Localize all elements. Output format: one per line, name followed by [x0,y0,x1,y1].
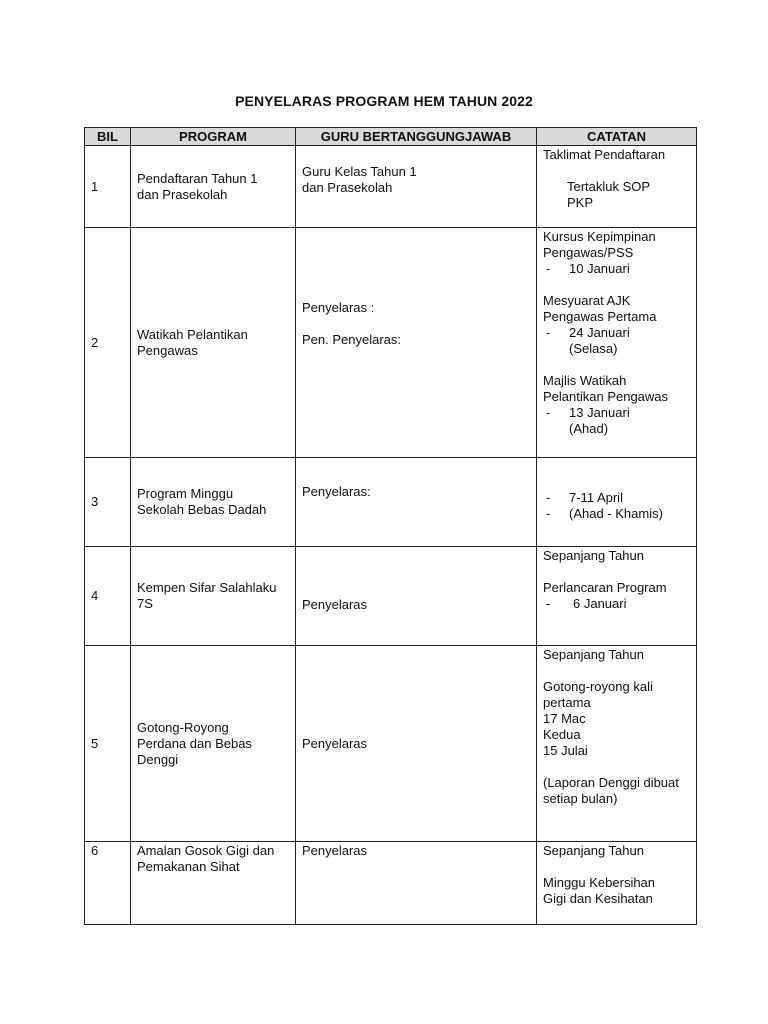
guru-cell: Penyelaras: [296,458,537,547]
bil-cell: 4 [85,547,131,646]
guru-cell: Guru Kelas Tahun 1 dan Prasekolah [296,146,537,228]
bil-cell: 3 [85,458,131,547]
header-guru: GURU BERTANGGUNGJAWAB [296,128,537,146]
program-table [84,127,697,925]
program-cell: Pendaftaran Tahun 1 dan Prasekolah [131,146,296,228]
guru-cell: Penyelaras [296,646,537,842]
table-row [85,842,697,925]
catatan-cell: - 7-11 April - (Ahad - Khamis) [537,458,697,547]
bil-cell: 5 [85,646,131,842]
program-cell: Gotong-Royong Perdana dan Bebas Denggi [131,646,296,842]
catatan-cell: Sepanjang Tahun Perlancaran Program - 6 Januari [537,547,697,646]
table-row [85,146,697,228]
bil-cell: 6 [85,842,131,925]
table-row [85,228,697,458]
catatan-cell: Taklimat Pendaftaran Tertakluk SOP PKP [537,146,697,228]
program-cell: Watikah Pelantikan Pengawas [131,228,296,458]
catatan-cell: Sepanjang Tahun Minggu Kebersihan Gigi dan Kesihatan [537,842,697,925]
header-catatan: CATATAN [537,128,697,146]
header-bil: BIL [85,128,131,146]
catatan-cell: Sepanjang Tahun Gotong-royong kali pertama 17 Mac Kedua 15 Julai (Laporan Denggi dibuat setiap bulan) [537,646,697,842]
bil-cell: 1 [85,146,131,228]
header-program: PROGRAM [131,128,296,146]
guru-cell: Penyelaras [296,547,537,646]
catatan-cell: Kursus Kepimpinan Pengawas/PSS - 10 Januari Mesyuarat AJK Pengawas Pertama - 24 Januari (Selasa) Majlis Watikah Pelantikan Pengawas - 13 Januari (Ahad) [537,228,697,458]
program-cell: Amalan Gosok Gigi dan Pemakanan Sihat [131,842,296,925]
guru-cell: Penyelaras : Pen. Penyelaras: [296,228,537,458]
bil-cell: 2 [85,228,131,458]
table-row [85,547,697,646]
guru-cell: Penyelaras [296,842,537,925]
program-cell: Program Minggu Sekolah Bebas Dadah [131,458,296,547]
table-row [85,646,697,842]
program-cell: Kempen Sifar Salahlaku 7S [131,547,296,646]
document-title: PENYELARAS PROGRAM HEM TAHUN 2022 [235,93,533,109]
table-header-row [85,128,697,146]
table-row [85,458,697,547]
